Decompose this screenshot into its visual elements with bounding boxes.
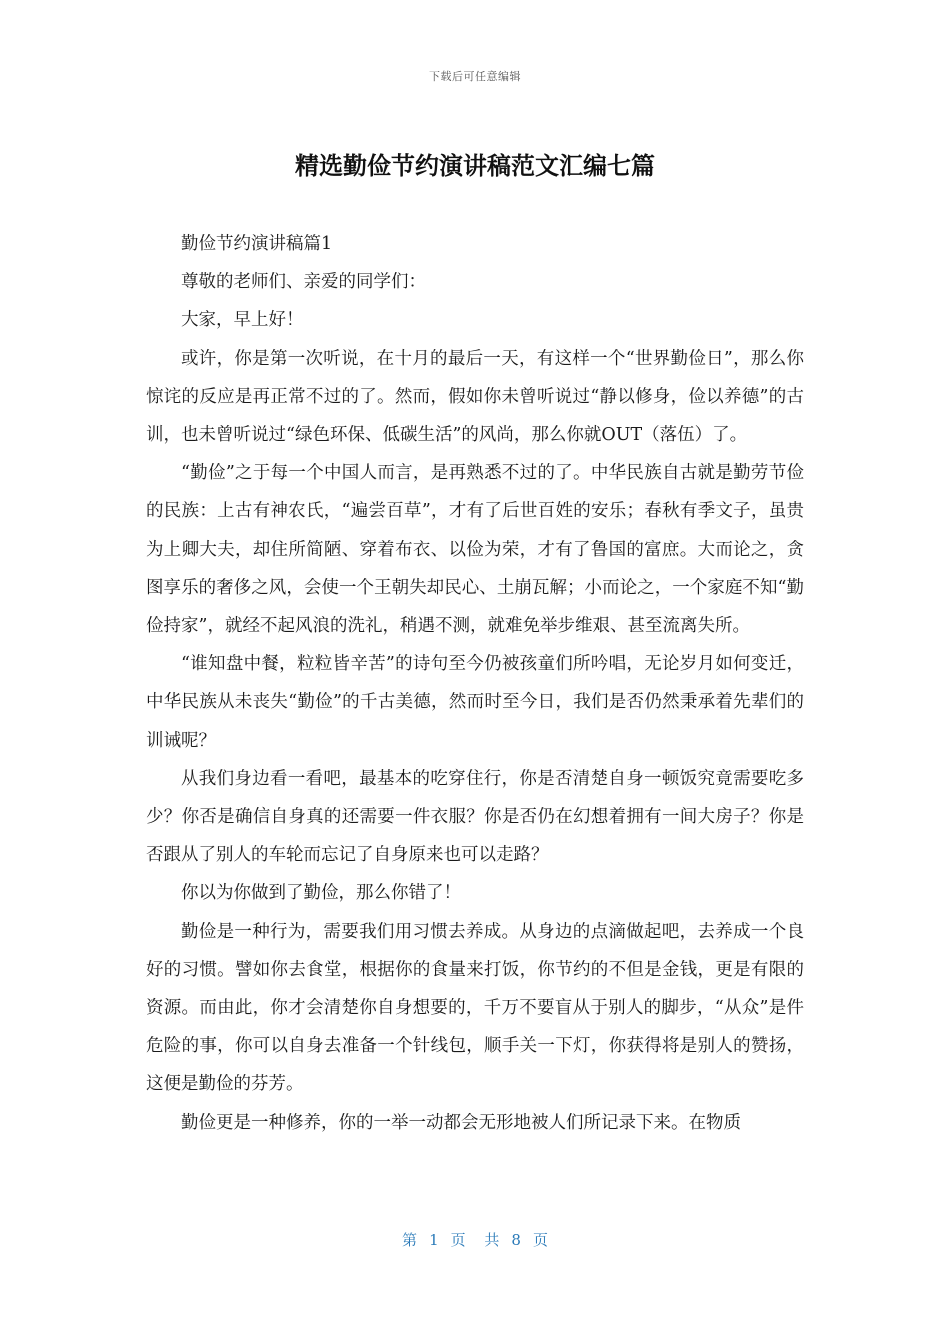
paragraph: 你以为你做到了勤俭，那么你错了！	[181, 883, 461, 904]
section-heading: 勤俭节约演讲稿篇1	[181, 234, 333, 254]
footer-prefix: 第	[402, 1231, 418, 1249]
footer-middle: 页 共	[450, 1231, 500, 1249]
paragraph: “谁知盘中餐，粒粒皆辛苦”的诗句至今仍被孩童们所吟唱，无论岁月如何变迁，中华民族从未丧失“勤俭”的千古美德，然而时至今日，我们是否仍然秉承着先辈们的训诫呢？	[146, 654, 804, 751]
page-number-footer	[0, 1229, 950, 1250]
greeting: 大家，早上好！	[181, 310, 304, 331]
document-body	[146, 225, 804, 1142]
paragraph: 勤俭是一种行为，需要我们用习惯去养成。从身边的点滴做起吧，去养成一个良好的习惯。譬如你去食堂，根据你的食量来打饭，你节约的不但是金钱，更是有限的资源。而由此，你才会清楚你自身想要的，千万不要盲从于别人的脚步，“从众”是件危险的事，你可以自身去准备一个针线包，顺手关一下灯，你获得将是别人的赞扬，这便是勤俭的芬芳。	[146, 921, 804, 1095]
document-title: 精选勤俭节约演讲稿范文汇编七篇	[295, 152, 655, 180]
paragraph: 勤俭更是一种修养，你的一举一动都会无形地被人们所记录下来。在物质	[181, 1112, 741, 1133]
paragraph: 从我们身边看一看吧，最基本的吃穿住行，你是否清楚自身一顿饭究竟需要吃多少？你否是确信自身真的还需要一件衣服？你是否仍在幻想着拥有一间大房子？你是否跟从了别人的车轮而忘记了自身原来也可以走路？	[146, 768, 804, 866]
paragraph: 或许，你是第一次听说，在十月的最后一天，有这样一个“世界勤俭日”，那么你惊诧的反应是再正常不过的了。然而，假如你未曾听说过“静以修身，俭以养德”的古训，也未曾听说过“绿色环保、低碳生活”的风尚，那么你就OUT（落伍）了。	[146, 348, 804, 446]
footer-current-page: 1	[429, 1231, 439, 1249]
footer-suffix: 页	[532, 1231, 548, 1249]
paragraph: “勤俭”之于每一个中国人而言，是再熟悉不过的了。中华民族自古就是勤劳节俭的民族：上古有神农氏，“遍尝百草”，才有了后世百姓的安乐；春秋有季文子，虽贵为上卿大夫，却住所简陋、穿着布衣、以俭为荣，才有了鲁国的富庶。大而论之，贪图享乐的奢侈之风，会使一个王朝失却民心、土崩瓦解；小而论之，一个家庭不知“勤俭持家”，就经不起风浪的洗礼，稍遇不测，就难免举步维艰、甚至流离失所。	[146, 463, 804, 637]
page-header-note: 下载后可任意编辑	[429, 70, 521, 83]
salutation: 尊敬的老师们、亲爱的同学们：	[181, 272, 426, 293]
footer-total-pages: 8	[511, 1231, 521, 1249]
